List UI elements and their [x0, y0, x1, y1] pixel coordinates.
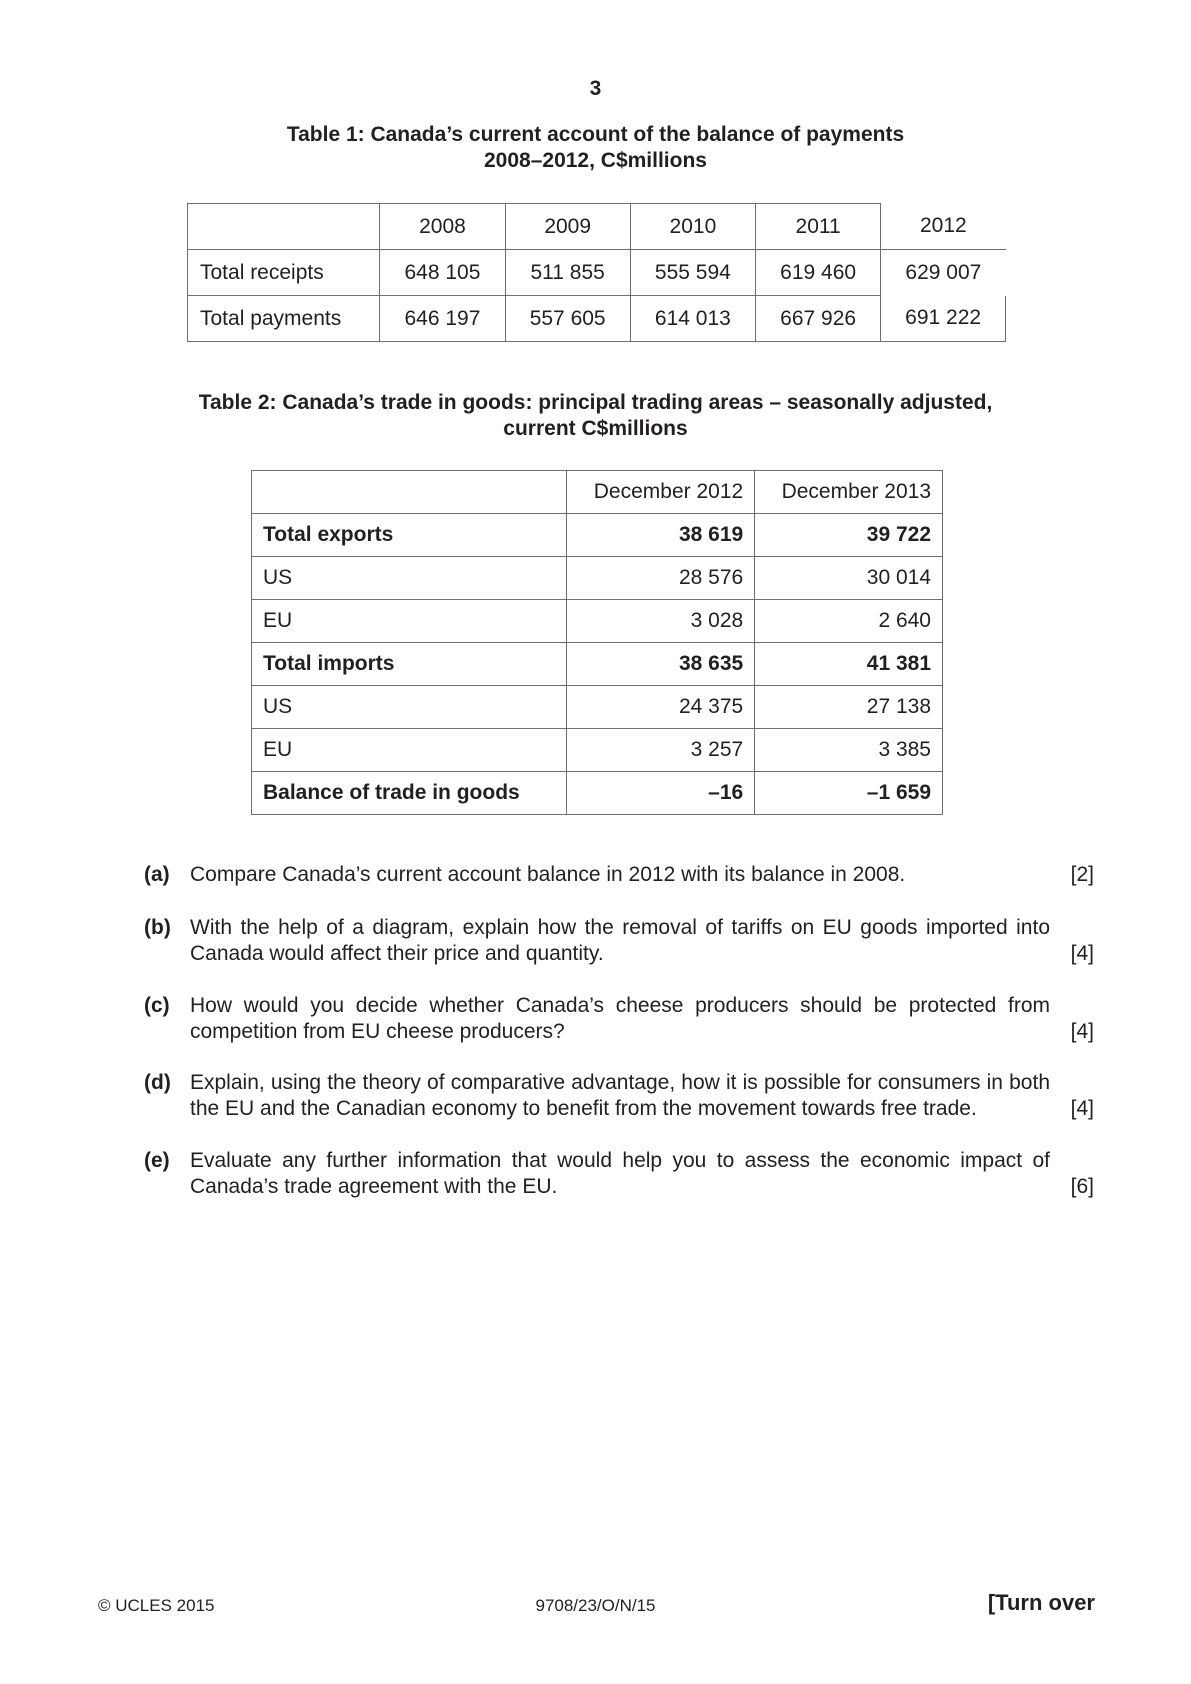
- question-c: [144, 993, 1094, 1045]
- table2-row-label: Total exports: [252, 514, 567, 557]
- table2-cell: –1 659: [755, 772, 943, 815]
- question-label: (b): [144, 916, 171, 939]
- table1-cell: 619 460: [756, 250, 881, 296]
- table1-cell: 667 926: [756, 296, 881, 342]
- footer-paper-code: 9708/23/O/N/15: [535, 1596, 656, 1615]
- table2-cell: 3 257: [567, 729, 755, 772]
- table2-title-line2: current C$millions: [503, 417, 688, 440]
- table2-row-label: US: [252, 557, 567, 600]
- question-label: (d): [144, 1071, 171, 1094]
- question-marks: [4]: [1070, 1097, 1094, 1120]
- question-marks: [4]: [1070, 1020, 1094, 1043]
- question-label: (c): [144, 994, 170, 1017]
- table2-row-label: EU: [252, 729, 567, 772]
- table2-row: [252, 643, 943, 686]
- table1-row-label: Total receipts: [188, 250, 380, 296]
- table1-year-header: 2008: [380, 204, 505, 250]
- question-text: Explain, using the theory of comparative advantage, how it is possible for consumers in both the EU and the Canadian economy to benefit from the movement towards free trade.: [190, 1071, 1050, 1120]
- table1-corner-cell: [188, 204, 380, 250]
- table1-title-line1: Table 1: Canada’s current account of the balance of payments: [286, 123, 905, 146]
- table1-year-header: 2010: [630, 204, 755, 250]
- table2-cell: 30 014: [755, 557, 943, 600]
- question-text: Compare Canada’s current account balance in 2012 with its balance in 2008.: [190, 863, 906, 886]
- question-a: [144, 862, 1094, 888]
- table2-row: [252, 729, 943, 772]
- table2-column-header: December 2012: [567, 471, 755, 514]
- table2-row-label: Balance of trade in goods: [252, 772, 567, 815]
- table2-row: [252, 600, 943, 643]
- table1-row-label: Total payments: [188, 296, 380, 342]
- table2-header-row: [252, 471, 943, 514]
- table2-cell: 2 640: [755, 600, 943, 643]
- page-number: 3: [589, 77, 602, 100]
- table1-title-line2: 2008–2012, C$millions: [484, 149, 707, 172]
- table2-row: [252, 514, 943, 557]
- footer-copyright: © UCLES 2015: [98, 1596, 215, 1615]
- table2-cell: 3 385: [755, 729, 943, 772]
- table1-cell: 557 605: [505, 296, 630, 342]
- table1-header-row: [188, 204, 1006, 250]
- table1-year-header: 2011: [756, 204, 881, 250]
- table2-column-header: December 2013: [755, 471, 943, 514]
- question-text: How would you decide whether Canada’s cheese producers should be protected from competition from EU cheese producers?: [190, 994, 1050, 1043]
- question-label: (e): [144, 1149, 170, 1172]
- question-b: [144, 915, 1094, 967]
- table2-cell: 39 722: [755, 514, 943, 557]
- question-d: [144, 1070, 1094, 1122]
- question-marks: [4]: [1070, 942, 1094, 965]
- table2-row: [252, 686, 943, 729]
- table1-year-header: 2009: [505, 204, 630, 250]
- table2-cell: 27 138: [755, 686, 943, 729]
- question-marks: [2]: [1070, 863, 1094, 886]
- table2-title: [0, 390, 1191, 442]
- table2-cell: 41 381: [755, 643, 943, 686]
- table2-cell: 38 635: [567, 643, 755, 686]
- table1-cell: 614 013: [630, 296, 755, 342]
- table1-cell: 629 007: [881, 250, 1006, 296]
- footer-turn-over: [Turn over: [987, 1590, 1095, 1615]
- table2-row-label: Total imports: [252, 643, 567, 686]
- question-label: (a): [144, 863, 170, 886]
- table1-cell: 511 855: [505, 250, 630, 296]
- question-e: [144, 1148, 1094, 1200]
- table1-cell: 691 222: [881, 296, 1006, 342]
- table2-cell: 24 375: [567, 686, 755, 729]
- table2-row-label: US: [252, 686, 567, 729]
- table2-row: [252, 557, 943, 600]
- question-text: With the help of a diagram, explain how the removal of tariffs on EU goods imported into Canada would affect their price and quantity.: [190, 916, 1050, 965]
- table2-cell: –16: [567, 772, 755, 815]
- table2-corner-cell: [252, 471, 567, 514]
- question-marks: [6]: [1070, 1175, 1094, 1198]
- table2-cell: 38 619: [567, 514, 755, 557]
- table1-title: [0, 122, 1191, 174]
- table2-title-line1: Table 2: Canada’s trade in goods: principal trading areas – seasonally adjusted,: [198, 391, 993, 414]
- table1-row-total-payments: [188, 296, 1006, 342]
- table2-cell: 28 576: [567, 557, 755, 600]
- question-text: Evaluate any further information that would help you to assess the economic impact of Canada’s trade agreement with the EU.: [190, 1149, 1050, 1198]
- table1-cell: 648 105: [380, 250, 505, 296]
- table1-cell: 555 594: [630, 250, 755, 296]
- table1-cell: 646 197: [380, 296, 505, 342]
- table1-year-header: 2012: [881, 204, 1006, 250]
- table2-cell: 3 028: [567, 600, 755, 643]
- table1-row-total-receipts: [188, 250, 1006, 296]
- table2-row-label: EU: [252, 600, 567, 643]
- trade-in-goods-table: [251, 470, 943, 815]
- table2-row: [252, 772, 943, 815]
- balance-of-payments-table: [187, 203, 1006, 342]
